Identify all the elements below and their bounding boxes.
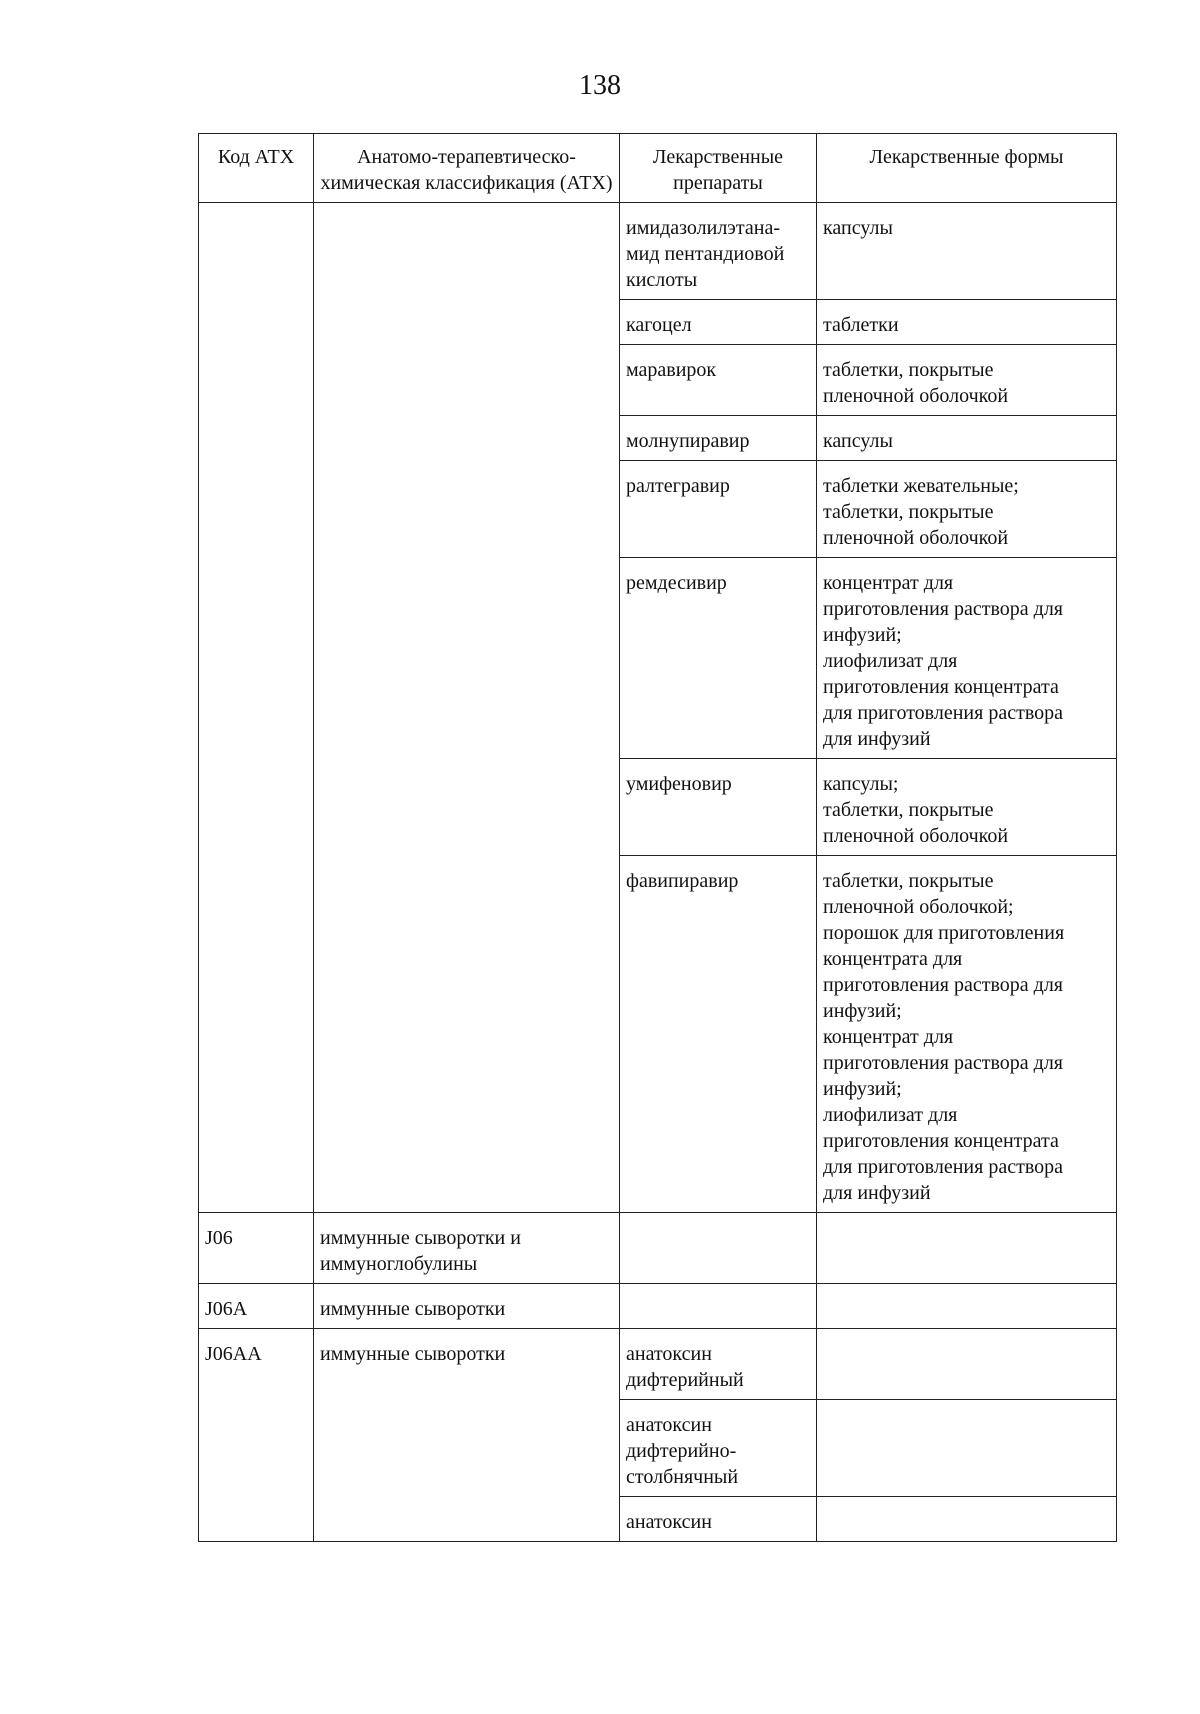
dosage-form-cell: концентрат для приготовления раствора для инфузий; лиофилизат для приготовления концентрата для приготовления раствора для инфузий — [817, 558, 1117, 759]
dosage-form-cell: капсулы; таблетки, покрытые пленочной оболочкой — [817, 759, 1117, 856]
drug-name-cell: кагоцел — [620, 300, 817, 345]
table-row — [199, 1329, 1117, 1400]
dosage-form-cell: таблетки жевательные; таблетки, покрытые пленочной оболочкой — [817, 461, 1117, 558]
drug-name-cell: маравирок — [620, 345, 817, 416]
atc-code-cell — [199, 203, 314, 1213]
header-drugs: Лекарственные препараты — [620, 134, 817, 203]
header-atc-classification: Анатомо-терапевтическо-химическая классификация (АТХ) — [314, 134, 620, 203]
dosage-form-cell: капсулы — [817, 416, 1117, 461]
classification-cell: иммунные сыворотки — [314, 1284, 620, 1329]
drug-name-cell: ремдесивир — [620, 558, 817, 759]
table-row — [199, 203, 1117, 300]
classification-cell: иммунные сыворотки и иммуноглобулины — [314, 1213, 620, 1284]
table-row — [199, 1213, 1117, 1284]
dosage-form-cell: таблетки, покрытые пленочной оболочкой — [817, 345, 1117, 416]
dosage-form-cell — [817, 1329, 1117, 1400]
drug-name-cell — [620, 1284, 817, 1329]
dosage-form-cell — [817, 1400, 1117, 1497]
drug-name-cell: молнупиравир — [620, 416, 817, 461]
page-number: 138 — [579, 70, 621, 101]
atc-code-cell: J06AA — [199, 1329, 314, 1542]
atc-code-cell: J06 — [199, 1213, 314, 1284]
header-atc-code: Код АТХ — [199, 134, 314, 203]
dosage-form-cell — [817, 1497, 1117, 1542]
drug-name-cell: анатоксин — [620, 1497, 817, 1542]
drug-name-cell: имидазолилэтана- мид пентандиовой кислоты — [620, 203, 817, 300]
dosage-form-cell — [817, 1213, 1117, 1284]
table-header-row — [199, 134, 1117, 203]
dosage-form-cell — [817, 1284, 1117, 1329]
classification-cell: иммунные сыворотки — [314, 1329, 620, 1542]
drug-name-cell: ралтегравир — [620, 461, 817, 558]
table-row — [199, 1284, 1117, 1329]
drug-name-cell: умифеновир — [620, 759, 817, 856]
dosage-form-cell: таблетки, покрытые пленочной оболочкой; порошок для приготовления концентрата для приготовления раствора для инфузий; концентрат для приготовления раствора для инфузий; лиофилизат для приготовления концентрата для приготовления раствора для инфузий — [817, 856, 1117, 1213]
dosage-form-cell: таблетки — [817, 300, 1117, 345]
drug-name-cell: анатоксин дифтерийный — [620, 1329, 817, 1400]
classification-cell — [314, 203, 620, 1213]
atc-table — [198, 133, 1117, 1542]
header-dosage-forms: Лекарственные формы — [817, 134, 1117, 203]
drug-name-cell — [620, 1213, 817, 1284]
dosage-form-cell: капсулы — [817, 203, 1117, 300]
drug-name-cell: фавипиравир — [620, 856, 817, 1213]
drug-name-cell: анатоксин дифтерийно- столбнячный — [620, 1400, 817, 1497]
atc-code-cell: J06A — [199, 1284, 314, 1329]
